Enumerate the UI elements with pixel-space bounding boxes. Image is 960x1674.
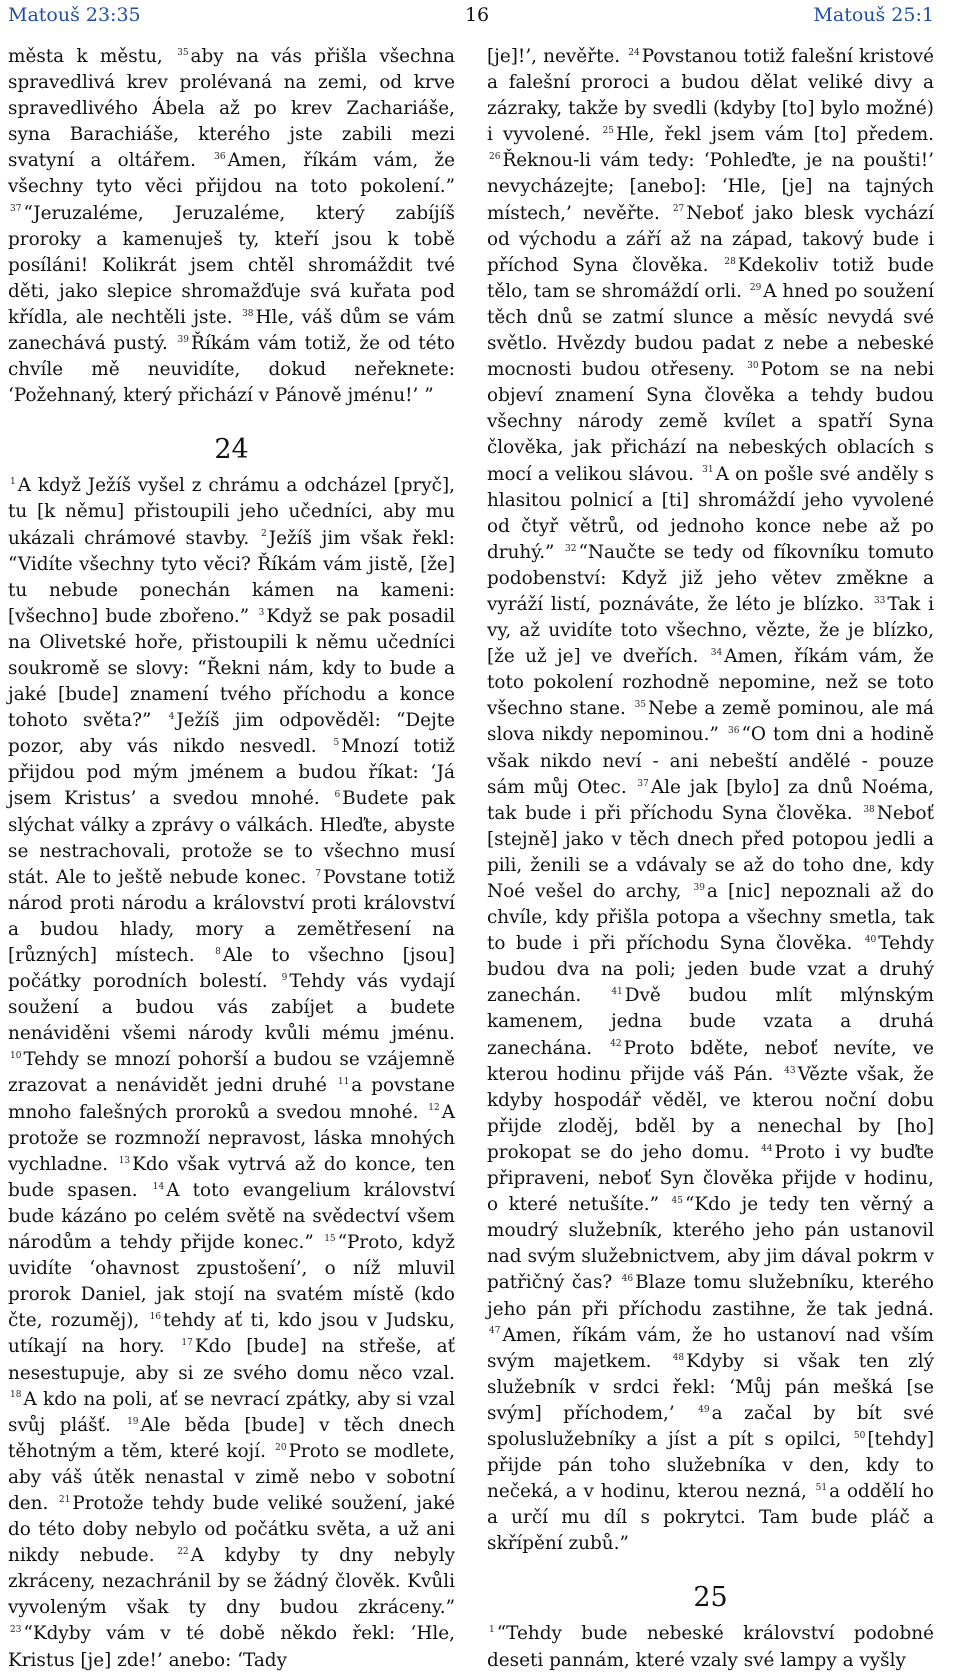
verse-text: a začal by bít své spoluslužebníky a jíst a pít s opilci,	[487, 1402, 934, 1450]
verse-text: Ježíš jim odpověděl: “Dejte pozor, aby vás nikdo nesvedl.	[8, 710, 455, 758]
verse-text: Neboť jako blesk vychází od východu a září až na západ, takový bude i příchod Syna člověka.	[487, 202, 934, 276]
verse-text: Proto bděte, neboť nevíte, ve kterou hodinu přijde váš Pán.	[487, 1037, 934, 1085]
verse-number: 1	[489, 1625, 495, 1636]
verse-text: a [nic] nepoznali až do chvíle, kdy přišla potopa a všechny smetla, tak to bude i při příchodu Syna člověka.	[487, 881, 934, 955]
verse-number: 42	[610, 1039, 622, 1050]
verse-text: Vězte však, že kdyby hospodář věděl, ve kterou noční dobu přijde zloděj, bděl by a nenechal by [ho] prokopat se do jeho domu.	[487, 1063, 934, 1163]
verse-number: 13	[118, 1155, 131, 1166]
verse-number: 9	[281, 972, 288, 983]
text-columns	[8, 44, 934, 1674]
verse-number: 29	[749, 282, 762, 293]
verse-number: 4	[168, 712, 175, 723]
paragraph	[8, 473, 455, 1673]
verse-text: Protože tehdy bude veliké soužení, jaké do této doby nebylo od počátku světa, a už ani nikdy nebude.	[8, 1492, 455, 1567]
verse-text: Říkám vám totiž, že od této chvíle mě neuvidíte, dokud neřeknete: ‘Požehnaný, který přichází v Pánově jménu!’ ”	[8, 333, 455, 407]
verse-text: Povstane totiž národ proti národu a království proti království a budou hlady, mory a zemětřesení na [různých] místech.	[8, 866, 455, 966]
verse-text: “Proto, když uvidíte ‘ohavnost zpustošení’, o níž mluvil prorok Daniel, jak stojí na svatém místě (kdo čte, rozuměj),	[8, 1232, 455, 1332]
verse-number: 7	[315, 868, 322, 879]
verse-text: Proto se modlete, aby váš útěk nenastal v zimě nebo v sobotní den.	[8, 1440, 455, 1514]
verse-text: aby na vás přišla všechna spravedlivá krev prolévaná na zemi, od krve spravedlivého Ábela až po krev Zachariáše, syna Barachiáše, kterého jste zabili mezi svatyní a oltářem.	[8, 46, 455, 172]
verse-text: Ale jak [bylo] za dnů Noéma, tak bude i při příchodu Syna člověka.	[487, 776, 934, 824]
paragraph	[487, 44, 934, 1557]
verse-text: Amen, říkám vám, že ho ustanoví nad vším svým majetkem.	[487, 1324, 934, 1372]
verse-number: 21	[58, 1494, 71, 1505]
verse-number: 10	[10, 1051, 22, 1062]
verse-text: a povstane mnoho falešných proroků a svedou mnohé.	[8, 1075, 455, 1123]
verse-number: 20	[275, 1442, 287, 1453]
verse-text: tehdy ať ti, kdo jsou v Judsku, utíkají na hory.	[8, 1310, 455, 1358]
verse-number: 32	[565, 543, 577, 554]
verse-text: Neboť [stejně] jako v těch dnech před potopou jedli a pili, ženili se a vdávaly se až do toho dne, kdy Noé vešel do archy,	[487, 802, 934, 902]
verse-text: Kdo [bude] na střeše, ať nesestupuje, aby si ze svého domu něco vzal.	[8, 1336, 455, 1384]
verse-text: Když se pak posadil na Olivetské hoře, přistoupili k němu učedníci soukromě se slovy: “Řekni nám, kdy to bude a jaké [bude] znamení tvého příchodu a konce tohoto světa?”	[8, 605, 455, 732]
verse-text: Tehdy vás vydají soužení a budou vás zabíjet a budete nenáviděni všemi národy kvůli mému jménu.	[8, 971, 455, 1045]
verse-number: 38	[242, 308, 254, 319]
verse-text: Potom se na nebi objeví znamení Syna člověka a tehdy budou všechny národy země kvílet a spatří Syna člověka, jak přichází na nebeských oblacích s mocí a velikou slávou.	[487, 359, 934, 485]
verse-text: Řeknou-li vám tedy: ‘Pohleďte, je na poušti!’ nevycházejte; [anebo]: ‘Hle, [je] na tajných místech,’ nevěřte.	[487, 150, 934, 224]
verse-text: Hle, řekl jsem vám [to] předem.	[616, 124, 934, 146]
page-header	[8, 0, 934, 30]
verse-number: 36	[728, 726, 740, 737]
verse-number: 44	[761, 1143, 773, 1154]
verse-text: “Kdo je tedy ten věrný a moudrý služebník, kterého jeho pán ustanovil nad svým služebnictvem, aby jim dával pokrm v patřičný čas?	[487, 1194, 934, 1294]
verse-number: 30	[747, 361, 759, 371]
right-column	[487, 44, 934, 1674]
verse-number: 34	[710, 648, 723, 659]
verse-text: Amen, říkám vám, že toto pokolení rozhodně nepomine, než se toto všechno stane.	[487, 646, 934, 720]
verse-number: 1	[10, 477, 16, 488]
paragraph	[487, 1621, 934, 1673]
verse-number: 43	[784, 1065, 796, 1076]
left-column	[8, 44, 455, 1674]
verse-text: Tehdy se mnozí pohorší a budou se vzájemně zrazovat a nenávidět jedni druhé	[8, 1049, 455, 1097]
verse-number: 33	[873, 595, 886, 606]
verse-number: 25	[602, 126, 614, 137]
verse-number: 48	[672, 1352, 685, 1363]
verse-number: 35	[634, 700, 647, 711]
verse-text: města k městu,	[8, 46, 163, 67]
verse-number: 23	[10, 1625, 22, 1636]
verse-number: 15	[324, 1233, 336, 1244]
verse-number: 46	[621, 1274, 634, 1285]
verse-text: Nebe a země pominou, ale má slova nikdy nepominou.”	[487, 698, 934, 746]
verse-text: A on pošle své anděly s hlasitou polnicí a [ti] shromáždí jeho vyvolené od čtyř větrů, od jednoho konce nebe až po druhý.”	[487, 463, 934, 563]
verse-text: Ježíš jim však řekl: “Vidíte všechny tyto věci? Říkám vám jistě, [že] tu nebude ponechán kámen na kameni: [všechno] bude zbořeno.”	[8, 527, 455, 627]
verse-number: 41	[611, 987, 623, 998]
verse-text: A kdyby ty dny nebyly zkráceny, nezachránil by se žádný člověk. Kvůli vyvoleným však ty dny budou zkráceny.”	[8, 1545, 455, 1619]
chapter-number: 24	[214, 434, 249, 466]
verse-text: Hle, váš dům se vám zanechává pustý.	[8, 306, 455, 355]
verse-text: “Tehdy bude nebeské království podobné deseti pannám, které vzaly své lampy a vyšly	[487, 1623, 934, 1671]
verse-number: 24	[628, 47, 640, 58]
verse-number: 31	[702, 465, 714, 476]
verse-number: 19	[127, 1416, 139, 1427]
verse-number: 16	[149, 1312, 162, 1323]
verse-text: Tak i vy, až uvidíte toto všechno, vězte, že je blízko, [že už je] ve dveřích.	[487, 593, 934, 668]
verse-number: 26	[489, 152, 501, 163]
verse-text: Budete pak slýchat války a zprávy o válkách. Hleďte, abyste se nestrachovali, protože se to všechno musí stát. Ale to ještě nebude konec.	[8, 788, 455, 888]
verse-number: 39	[693, 882, 705, 893]
verse-number: 11	[337, 1077, 350, 1088]
verse-text: Kdyby si však ten zlý služebník v srdci řekl: ‘Můj pán mešká [se svým] příchodem,’	[487, 1350, 934, 1424]
verse-number: 5	[333, 738, 340, 749]
verse-number: 17	[181, 1338, 193, 1349]
verse-number: 3	[258, 607, 265, 618]
verse-number: 35	[177, 47, 189, 58]
paragraph	[8, 44, 455, 409]
verse-number: 51	[815, 1483, 828, 1494]
verse-number: 27	[672, 204, 685, 215]
verse-number: 45	[671, 1196, 683, 1206]
header-right-reference[interactable]: Matouš 25:1	[813, 4, 934, 26]
verse-text: A toto evangelium království bude kázáno po celém světě na svědectví všem národům a tehdy přijde konec.”	[8, 1179, 455, 1254]
verse-text: Kdo však vytrvá až do konce, ten bude spasen.	[8, 1153, 455, 1201]
verse-number: 2	[260, 529, 267, 540]
verse-text: Proto i vy buďte připraveni, neboť Syn člověka přijde v hodinu, o které netušíte.”	[487, 1141, 934, 1216]
verse-text: “Jeruzaléme, Jeruzaléme, který zabíjíš proroky a kamenuješ ty, kteří jsou k tobě posíláni! Kolikrát jsem chtěl shromáždit tvé děti, jako slepice shromažďuje svá kuřata pod křídla, ale nechtěli jste.	[8, 202, 455, 328]
verse-number: 18	[10, 1390, 22, 1401]
verse-text: A kdo na poli, ať se nevrací zpátky, aby si vzal svůj plášť.	[8, 1388, 455, 1436]
verse-text: Ale běda [bude] v těch dnech těhotným a těm, které kojí.	[8, 1414, 455, 1462]
verse-number: 49	[698, 1404, 710, 1415]
verse-text: A hned po soužení těch dnů se zatmí slunce a měsíc nevydá své světlo. Hvězdy budou padat z nebe a nebeské mocnosti budou otřeseny.	[487, 280, 934, 381]
verse-text: Ale to všechno [jsou] počátky porodních bolestí.	[8, 945, 455, 993]
verse-text: A když Ježíš vyšel z chrámu a odcházel [pryč], tu [k němu] přistoupili jeho učedníci, aby mu ukázali chrámové stavby.	[8, 475, 455, 549]
verse-number: 38	[863, 804, 875, 815]
verse-number: 47	[489, 1326, 501, 1337]
verse-number: 37	[10, 204, 22, 215]
header-left-reference[interactable]: Matouš 23:35	[8, 4, 141, 26]
verse-number: 22	[177, 1547, 189, 1558]
verse-number: 36	[214, 152, 226, 163]
verse-text: a oddělí ho a určí mu díl s pokrytci. Tam bude pláč a skřípění zubů.”	[487, 1481, 934, 1555]
verse-text: Tehdy budou dva na poli; jeden bude vzat a druhý zanechán.	[487, 933, 934, 1007]
verse-text: “O tom dni a hodině však nikdo neví - ani nebeští andělé - pouze sám můj Otec.	[487, 724, 934, 798]
verse-number: 39	[177, 334, 189, 345]
verse-text: A protože se rozmnoží nepravost, láska mnohých vychladne.	[8, 1101, 455, 1175]
verse-text: Blaze tomu služebníku, kterého jeho pán při příchodu zastihne, že tak jedná.	[487, 1272, 934, 1320]
verse-text: “Naučte se tedy od fíkovníku tomuto podobenství: Když již jeho větev změkne a vyráží listí, poznáváte, že léto je blízko.	[487, 541, 934, 615]
chapter-number: 25	[693, 1582, 728, 1614]
verse-text: Amen, říkám vám, že všechny tyto věci přijdou na toto pokolení.”	[8, 150, 455, 198]
verse-number: 12	[428, 1103, 440, 1114]
page-number: 16	[464, 4, 490, 26]
verse-number: 37	[637, 778, 649, 789]
verse-text: Povstanou totiž falešní kristové a falešní proroci a budou dělat veliké divy a zázraky, takže by svedli (kdyby [to] bylo možné) i vyvolené.	[487, 46, 934, 146]
verse-number: 6	[334, 790, 341, 801]
verse-text: Kdekoliv totiž bude tělo, tam se shromáždí orli.	[487, 254, 934, 302]
verse-number: 50	[853, 1430, 866, 1441]
verse-number: 8	[215, 946, 221, 957]
verse-text: Dvě budou mlít mlýnským kamenem, jedna bude vzata a druhá zanechána.	[487, 985, 934, 1059]
verse-number: 40	[864, 935, 877, 946]
verse-number: 14	[152, 1181, 165, 1192]
verse-number: 28	[724, 256, 736, 267]
verse-text: [je]!’, nevěřte.	[487, 46, 621, 67]
verse-text: Mnozí totiž přijdou pod mým jménem a budou říkat: ‘Já jsem Kristus’ a svedou mnohé.	[8, 736, 455, 810]
verse-text: [tehdy] přijde pán toho služebníka v den, kdy to nečeká, a v hodinu, kterou nezná,	[487, 1428, 934, 1503]
verse-text: “Kdyby vám v té době někdo řekl: ‘Hle, Kristus [je] zde!’ anebo: ‘Tady	[8, 1623, 455, 1671]
